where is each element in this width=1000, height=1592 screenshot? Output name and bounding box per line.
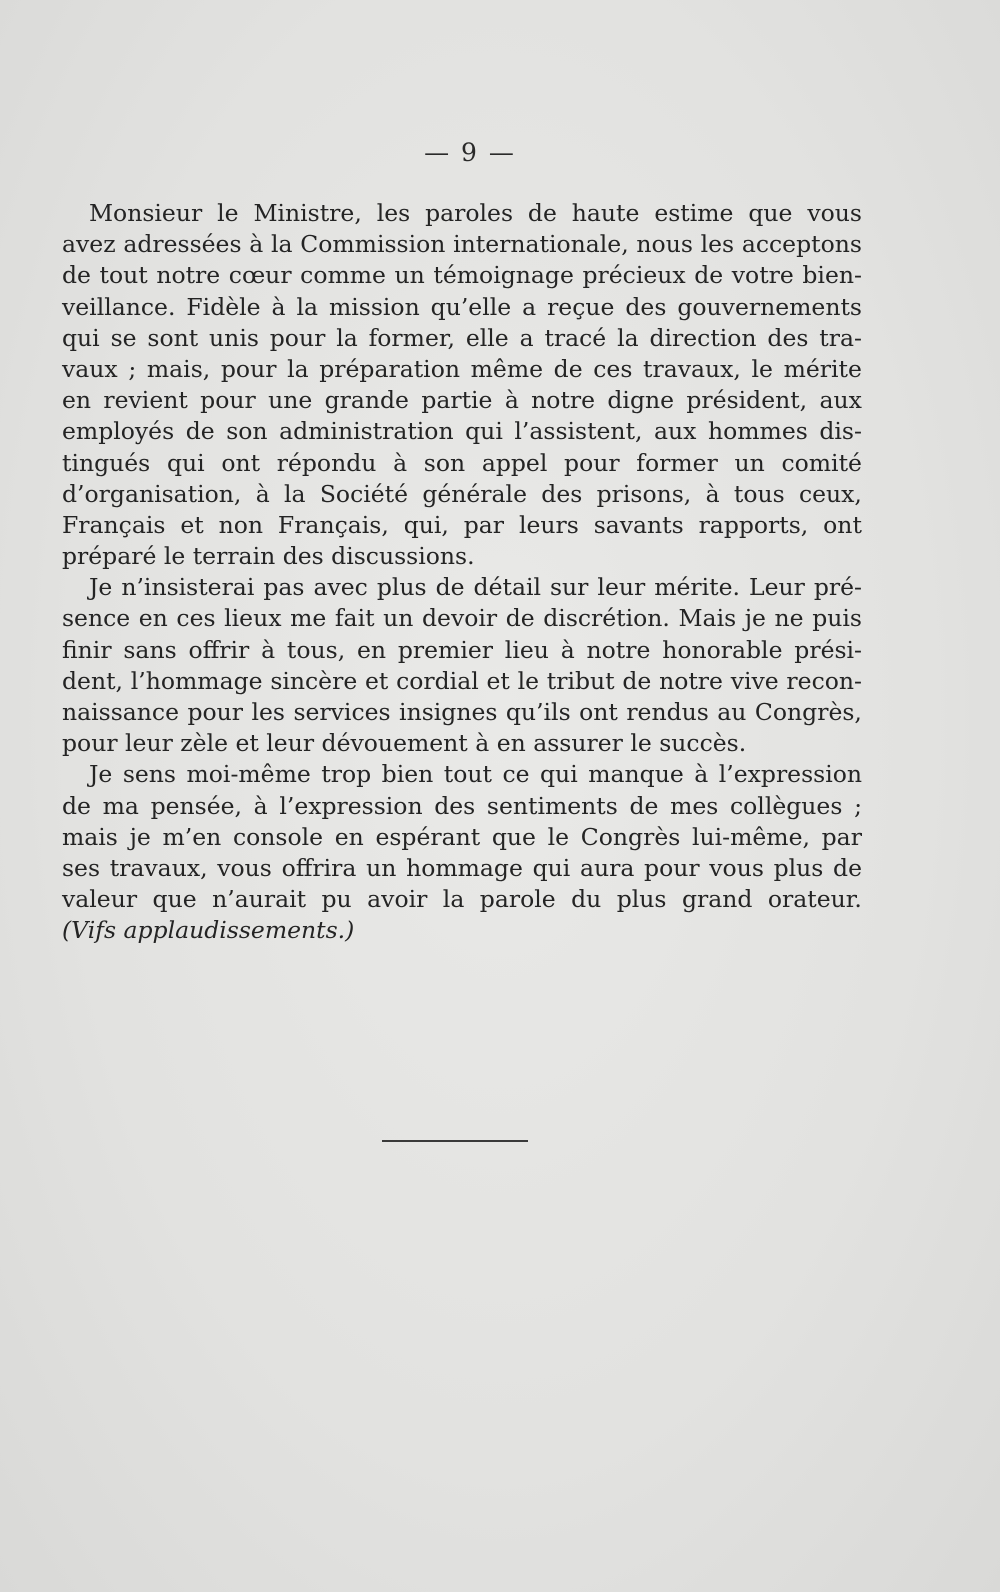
word: nous: [636, 230, 693, 259]
word: former,: [368, 323, 455, 352]
word: sentiments: [486, 791, 618, 820]
text-line: [62, 229, 862, 260]
word: l’hommage: [130, 666, 263, 695]
text-line: [62, 416, 862, 447]
word: devoir: [422, 604, 498, 633]
word: moi-même: [186, 760, 311, 789]
word: former: [636, 448, 718, 477]
word: pour: [644, 853, 700, 882]
word: que: [491, 822, 536, 851]
word: et: [486, 666, 510, 695]
word: la: [287, 354, 309, 383]
word: vaux: [62, 354, 118, 383]
word: en: [334, 822, 364, 851]
word: qui: [532, 853, 571, 882]
word: Je: [89, 573, 113, 602]
word: grand: [681, 885, 753, 914]
word: d’organisation,: [62, 479, 242, 508]
word: sur: [549, 573, 589, 602]
word: Leur: [748, 573, 805, 602]
word: non: [218, 510, 263, 539]
word: que: [748, 199, 793, 227]
word: ce: [502, 760, 530, 789]
word: des: [541, 479, 583, 508]
word: l’expression: [279, 791, 423, 820]
word: discrétion.: [543, 604, 670, 633]
word: pu: [321, 885, 352, 914]
body-text: [62, 198, 862, 947]
word: tingués: [62, 448, 151, 477]
word: de: [185, 417, 215, 446]
word: gouvernements: [677, 292, 862, 321]
word: la: [617, 323, 639, 352]
text-line: [62, 666, 862, 697]
word: la: [271, 230, 293, 259]
word: à: [261, 635, 276, 664]
word: grande: [324, 386, 409, 415]
word: aux: [819, 386, 862, 415]
word: avec: [313, 573, 368, 602]
word: leur: [597, 573, 646, 602]
word: pas: [263, 573, 305, 602]
word: au: [717, 698, 747, 726]
end-rule: [382, 1140, 528, 1142]
word: valeur: [62, 885, 138, 914]
word: et: [180, 510, 204, 539]
word: à: [249, 230, 264, 259]
word: son: [226, 417, 268, 446]
word: Congrès,: [754, 698, 862, 726]
word: puis: [812, 604, 862, 633]
word: avez: [62, 230, 116, 259]
word: tribut: [546, 666, 615, 695]
word: lieux: [224, 604, 282, 633]
word: vous: [217, 853, 272, 882]
word: Mais: [678, 604, 737, 633]
word: se: [110, 323, 137, 352]
word: les: [700, 230, 735, 259]
word: veillance.: [62, 292, 176, 321]
word: des: [434, 791, 476, 820]
text-line: [62, 292, 862, 323]
text-line: [62, 791, 862, 822]
word: qu’ils: [505, 698, 571, 726]
text-line: préparé le terrain des discussions.: [62, 542, 475, 571]
word: pour: [269, 323, 326, 352]
word: à: [694, 760, 709, 789]
word: a: [522, 292, 537, 321]
text-line: [62, 448, 862, 479]
word: Ministre,: [253, 199, 362, 227]
word: qui: [540, 760, 578, 789]
word: unis: [209, 323, 259, 352]
word: tous,: [286, 635, 346, 664]
word: qu’elle: [430, 292, 512, 321]
word: de: [435, 573, 465, 602]
word: qui: [62, 323, 100, 352]
word: ont: [221, 448, 261, 477]
word: collègues: [730, 791, 843, 820]
word: avoir: [367, 885, 428, 914]
word: mérite.: [654, 573, 740, 602]
word: fait: [334, 604, 375, 633]
text-line: [62, 479, 862, 510]
word: Français,: [277, 510, 389, 539]
word: de: [694, 261, 724, 290]
word: internationale,: [453, 230, 629, 259]
word: insignes: [399, 698, 498, 726]
text-line: [62, 759, 862, 790]
word: ne: [774, 604, 804, 633]
word: notre: [156, 261, 221, 290]
word: le: [517, 666, 540, 695]
word: un: [366, 853, 397, 882]
word: Monsieur: [89, 199, 203, 227]
word: services: [293, 698, 391, 726]
word: plus: [376, 573, 427, 602]
word: bien: [381, 760, 434, 789]
word: la: [442, 885, 465, 914]
word: hommage: [406, 853, 523, 882]
word: ont: [579, 698, 618, 726]
word: que: [152, 885, 197, 914]
word: travaux,: [109, 853, 208, 882]
word: tout: [99, 261, 148, 290]
word: n’insisterai: [121, 573, 255, 602]
word: en: [357, 635, 387, 664]
word: employés: [62, 417, 175, 446]
word: travaux,: [643, 354, 741, 383]
word: l’assistent,: [514, 417, 643, 446]
word: trop: [321, 760, 372, 789]
word: ;: [854, 791, 862, 820]
word: plus: [773, 853, 824, 882]
word: la: [284, 479, 306, 508]
word: n’aurait: [212, 885, 307, 914]
word: sincère: [270, 666, 358, 695]
word: un: [394, 261, 425, 290]
word: à: [393, 448, 408, 477]
word: revient: [103, 386, 188, 415]
word: l’expression: [718, 760, 862, 789]
word: premier: [397, 635, 493, 664]
word: le: [217, 199, 239, 227]
word: console: [232, 822, 324, 851]
text-line: [62, 323, 862, 354]
word: pour: [187, 698, 244, 726]
word: paroles: [425, 199, 514, 227]
word: des: [625, 292, 667, 321]
word: sont: [147, 323, 199, 352]
word: pensée,: [150, 791, 242, 820]
word: détail: [473, 573, 541, 602]
word: mission: [328, 292, 420, 321]
word: président,: [686, 386, 808, 415]
word: plus: [616, 885, 667, 914]
word: dis-: [819, 417, 862, 446]
word: la: [336, 323, 358, 352]
word: mais: [62, 822, 118, 851]
text-line: [62, 198, 862, 229]
word: ont: [823, 510, 862, 539]
word: cordial: [396, 666, 479, 695]
word: ;: [128, 354, 137, 383]
word: Je: [89, 760, 113, 789]
word: adressées: [123, 230, 242, 259]
word: direction: [649, 323, 757, 352]
text-line: [62, 884, 862, 915]
word: rendus: [626, 698, 709, 726]
word: de: [527, 199, 557, 227]
word: en: [138, 604, 168, 633]
word: à: [253, 791, 268, 820]
word: répondu: [276, 448, 377, 477]
word: à: [560, 635, 575, 664]
word: vive: [730, 666, 779, 695]
stage-direction: (Vifs applaudissements.): [62, 916, 355, 945]
word: qui: [465, 417, 503, 446]
word: recon-: [786, 666, 862, 695]
word: notre: [531, 386, 596, 415]
word: administration: [279, 417, 454, 446]
text-line: [62, 354, 862, 385]
word: pour: [220, 354, 277, 383]
text-line: pour leur zèle et leur dévouement à en assurer le succès.: [62, 729, 747, 758]
word: la: [296, 292, 319, 321]
word: offrir: [188, 635, 250, 664]
text-line: [62, 572, 862, 603]
word: je: [744, 604, 766, 633]
word: Commission: [300, 230, 446, 259]
word: orateur.: [767, 885, 862, 914]
word: les: [251, 698, 285, 726]
word: Français: [62, 510, 166, 539]
word: précieux: [582, 261, 686, 290]
word: générale: [422, 479, 527, 508]
word: de: [62, 791, 91, 820]
word: tout: [443, 760, 492, 789]
word: je: [129, 822, 151, 851]
word: manque: [588, 760, 684, 789]
word: Congrès: [580, 822, 681, 851]
word: offrira: [281, 853, 357, 882]
word: ces: [176, 604, 216, 633]
word: un: [734, 448, 765, 477]
word: aux: [654, 417, 697, 446]
word: mais,: [146, 354, 211, 383]
word: ma: [102, 791, 139, 820]
text-line: [62, 385, 862, 416]
word: finir: [62, 635, 112, 664]
text-line: [62, 510, 862, 541]
word: notre: [586, 635, 651, 664]
word: aura: [579, 853, 635, 882]
word: Fidèle: [186, 292, 261, 321]
word: ces: [593, 354, 633, 383]
text-line: [62, 635, 862, 666]
word: à: [271, 292, 286, 321]
word: appel: [481, 448, 548, 477]
word: prisons,: [596, 479, 692, 508]
word: ceux,: [798, 479, 862, 508]
word: témoignage: [433, 261, 574, 290]
word: de: [833, 853, 862, 882]
word: digne: [607, 386, 675, 415]
text-line: [62, 697, 862, 728]
word: dent,: [62, 666, 123, 695]
word: partie: [421, 386, 493, 415]
word: par: [821, 822, 862, 851]
word: son: [423, 448, 466, 477]
word: parole: [479, 885, 556, 914]
word: bien-: [802, 261, 862, 290]
word: à: [255, 479, 270, 508]
word: comme: [300, 261, 386, 290]
word: sens: [122, 760, 176, 789]
word: lieu: [504, 635, 549, 664]
word: de: [629, 791, 659, 820]
word: le: [547, 822, 570, 851]
word: elle: [465, 323, 509, 352]
word: à: [705, 479, 720, 508]
word: tracé: [544, 323, 607, 352]
word: et: [364, 666, 389, 695]
word: notre: [659, 666, 723, 695]
page-number: — 9 —: [424, 138, 516, 167]
word: le: [751, 354, 773, 383]
word: sence: [62, 604, 131, 633]
word: estime: [654, 199, 734, 227]
word: des: [767, 323, 809, 352]
word: de: [505, 604, 535, 633]
word: une: [268, 386, 313, 415]
word: par: [463, 510, 505, 539]
text-line: [62, 822, 862, 853]
word: Société: [319, 479, 409, 508]
word: mérite: [783, 354, 862, 383]
word: haute: [571, 199, 640, 227]
word: savants: [593, 510, 684, 539]
word: espérant: [375, 822, 481, 851]
word: rapports,: [698, 510, 809, 539]
word: qui,: [403, 510, 449, 539]
word: reçue: [547, 292, 615, 321]
word: leurs: [518, 510, 579, 539]
word: comité: [781, 448, 862, 477]
text-line: [62, 260, 862, 291]
word: qui: [166, 448, 205, 477]
word: les: [376, 199, 411, 227]
word: de: [62, 261, 91, 290]
word: prési-: [794, 635, 862, 664]
word: tous: [733, 479, 785, 508]
word: cœur: [228, 261, 292, 290]
word: lui-même,: [691, 822, 810, 851]
word: m’en: [162, 822, 222, 851]
text-line: [62, 853, 862, 884]
word: hommes: [707, 417, 808, 446]
word: vous: [807, 199, 862, 227]
word: naissance: [62, 698, 179, 726]
word: de: [553, 354, 583, 383]
word: pré-: [813, 573, 862, 602]
word: même: [470, 354, 544, 383]
word: de: [622, 666, 652, 695]
word: du: [571, 885, 602, 914]
word: acceptons: [741, 230, 862, 259]
word: votre: [731, 261, 794, 290]
text-line: [62, 603, 862, 634]
word: pour: [200, 386, 256, 415]
word: pour: [564, 448, 620, 477]
word: à: [504, 386, 519, 415]
word: me: [290, 604, 327, 633]
word: ses: [62, 853, 101, 882]
word: a: [519, 323, 534, 352]
word: un: [383, 604, 414, 633]
word: sans: [123, 635, 177, 664]
word: vous: [709, 853, 764, 882]
word: tra-: [819, 323, 862, 352]
word: préparation: [319, 354, 460, 383]
word: en: [62, 386, 92, 415]
word: honorable: [662, 635, 783, 664]
word: mes: [670, 791, 719, 820]
